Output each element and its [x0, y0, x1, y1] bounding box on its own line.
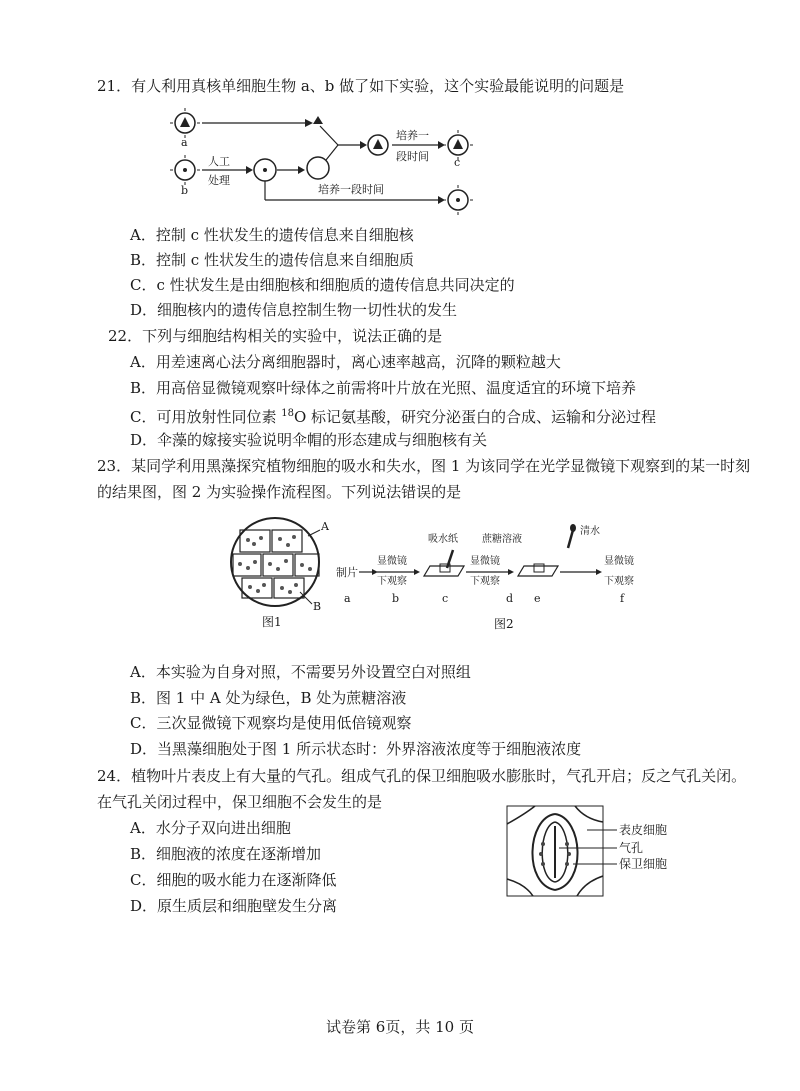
q23-sucrose: 蔗糖溶液 [482, 534, 522, 545]
q23-option-d: D．当黑藻细胞处于图 1 所示状态时：外界溶液浓度等于细胞液浓度 [130, 740, 582, 758]
q21-stem: 21．有人利用真核单细胞生物 a、b 做了如下实验，这个实验最能说明的问题是 [97, 77, 625, 95]
q22-option-d: D．伞藻的嫁接实验说明伞帽的形态建成与细胞核有关 [130, 431, 488, 449]
q23-step-e: e [534, 592, 541, 605]
q21-option-d: D．细胞核内的遗传信息控制生物一切性状的发生 [130, 301, 458, 319]
q23-label-A: A [321, 520, 329, 533]
q23-figure [228, 512, 678, 642]
q23-micro1-bottom: 下观察 [377, 576, 407, 587]
q24-option-b: B．细胞液的浓度在逐渐增加 [130, 845, 322, 863]
q21-culture1: 培养一 [396, 129, 429, 142]
q24-option-c: C．细胞的吸水能力在逐渐降低 [130, 871, 337, 889]
q23-option-a: A．本实验为自身对照，不需要另外设置空白对照组 [130, 663, 471, 681]
q21-artificial: 人工 [208, 155, 230, 168]
q24-option-a: A．水分子双向进出细胞 [130, 819, 291, 837]
q21-option-a: A．控制 c 性状发生的遗传信息来自细胞核 [130, 226, 414, 244]
q22-option-c-sup: 18 [281, 408, 294, 419]
q23-step-d: d [506, 592, 514, 605]
q23-step-f: f [620, 592, 625, 605]
q24-stem-2: 在气孔关闭过程中，保卫细胞不会发生的是 [97, 793, 383, 811]
q23-stem-1: 23．某同学利用黑藻探究植物细胞的吸水和失水，图 1 为该同学在光学显微镜下观察到的某一时刻 [97, 457, 751, 475]
q23-micro2-bottom: 下观察 [470, 576, 500, 587]
q21-culture2: 段时间 [396, 150, 429, 163]
q24-figure [505, 804, 725, 900]
q23-fig2-label: 图2 [494, 617, 514, 631]
q23-step-b: b [392, 592, 400, 605]
q23-micro3-bottom: 下观察 [604, 576, 634, 587]
q23-step-a: a [344, 592, 351, 605]
q23-paper: 吸水纸 [428, 534, 458, 545]
q24-label-guard: 保卫细胞 [619, 857, 668, 871]
q22-option-c-pre: C．可用放射性同位素 [130, 408, 282, 426]
q21-process: 处理 [208, 174, 230, 187]
q21-culture-long: 培养一段时间 [318, 183, 384, 196]
q21-figure [160, 108, 500, 218]
page-footer: 试卷第 6页，共 10 页 [326, 1018, 474, 1036]
q23-micro1-top: 显微镜 [377, 556, 407, 567]
q22-option-a: A．用差速离心法分离细胞器时，离心速率越高，沉降的颗粒越大 [130, 353, 561, 371]
q21-label-a: a [181, 136, 188, 149]
q21-option-c: C．c 性状发生是由细胞核和细胞质的遗传信息共同决定的 [130, 276, 515, 294]
q23-label-B: B [313, 600, 322, 613]
q22-stem: 22．下列与细胞结构相关的实验中，说法正确的是 [108, 327, 443, 345]
q24-label-stoma: 气孔 [619, 841, 644, 855]
q23-micro3-top: 显微镜 [604, 556, 634, 567]
q23-water: 清水 [580, 526, 600, 537]
q23-option-b: B．图 1 中 A 处为绿色，B 处为蔗糖溶液 [130, 689, 407, 707]
q22-option-c [130, 404, 656, 427]
q23-fig1-label: 图1 [262, 615, 282, 629]
q23-step-c: c [442, 592, 449, 605]
q21-label-b: b [181, 184, 189, 197]
q22-option-b: B．用高倍显微镜观察叶绿体之前需将叶片放在光照、温度适宜的环境下培养 [130, 379, 637, 397]
q23-option-c: C．三次显微镜下观察均是使用低倍镜观察 [130, 714, 412, 732]
q24-label-epidermal: 表皮细胞 [619, 823, 668, 837]
q23-micro2-top: 显微镜 [470, 556, 500, 567]
q21-label-c: c [454, 156, 461, 169]
q24-stem-1: 24．植物叶片表皮上有大量的气孔。组成气孔的保卫细胞吸水膨胀时，气孔开启；反之气孔关闭。 [97, 767, 747, 785]
q22-option-c-post: O 标记氨基酸，研究分泌蛋白的合成、运输和分泌过程 [293, 408, 657, 426]
q21-option-b: B．控制 c 性状发生的遗传信息来自细胞质 [130, 251, 414, 269]
q24-option-d: D．原生质层和细胞壁发生分离 [130, 897, 338, 915]
q23-stem-2: 的结果图，图 2 为实验操作流程图。下列说法错误的是 [97, 483, 462, 501]
q23-make-slide: 制片 [336, 566, 358, 579]
